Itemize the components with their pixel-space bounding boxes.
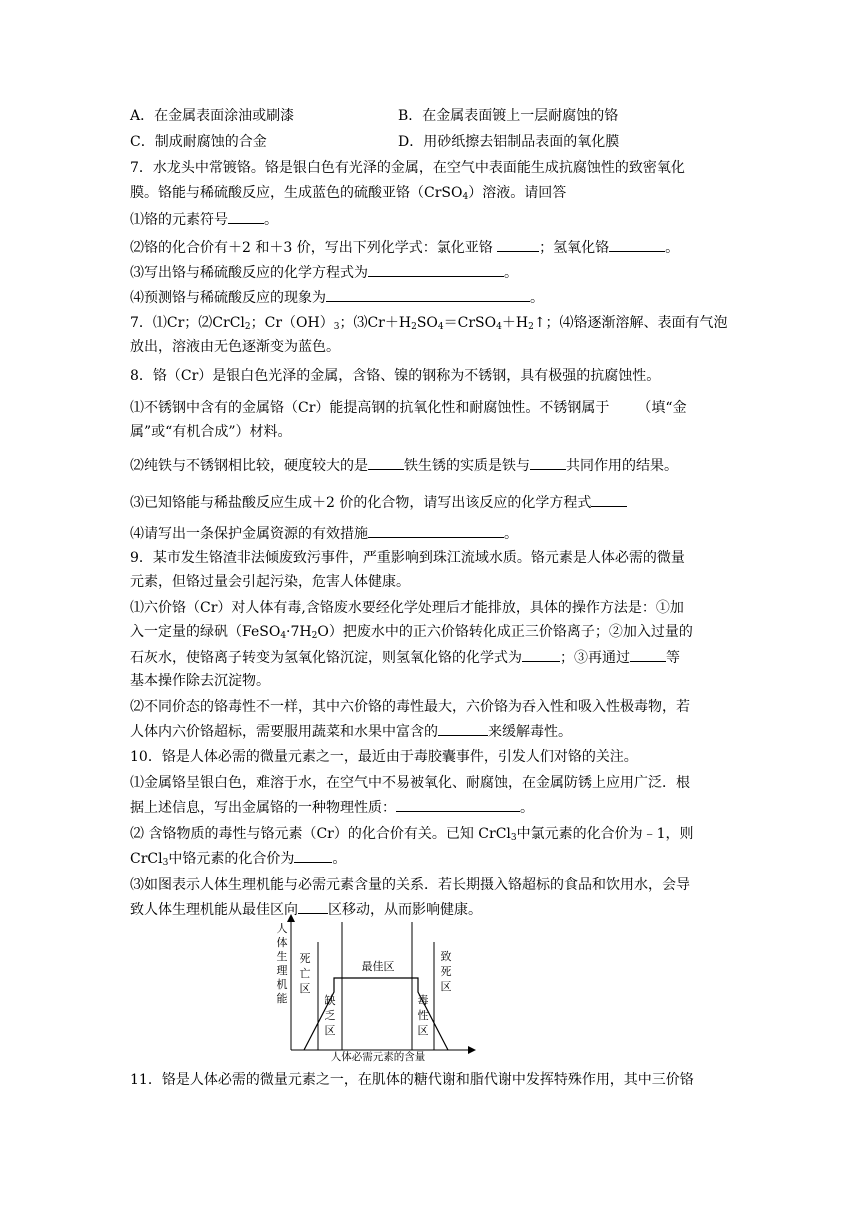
answer-blank [630,647,666,662]
answer-blank [228,209,264,224]
a7-line1: 7．⑴Cr；⑵CrCl$_2$；$Cr(OH)_3$；$⑶Cr+H_2SO_4=CrSO_4+H_2↑$；⑷铬逐渐溶解、表面有气泡 [130,315,728,332]
answer-blank [591,492,627,507]
answer-blank [438,721,488,736]
q9-part1-line2: 入一定量的绿矾$(FeSO_4\cdot 7H_2O)$把废水中的正六价铬转化成正三价铬离子；②加入过量的 [130,624,693,641]
q10-stem: 10．铬是人体必需的微量元素之一，最近由于毒胶囊事件，引发人们对铬的关注。 [130,749,638,765]
option-c: C．制成耐腐蚀的合金 [130,134,267,150]
x-axis-label: 人体必需元素的含量 [330,1051,426,1062]
q10-part2-line1: ⑵ 含铬物质的毒性与铬元素（Cr）的化合价有关。已知 CrCl$_3$中氯元素的化合价为﹣1，则 [130,826,694,843]
answer-blank [530,455,566,470]
q8-part4: ⑷请写出一条保护金属资源的有效措施 。 [130,523,740,544]
q9-part2-line2: 人体内六价铬超标，需要服用蔬菜和水果中富含的 来缓解毒性。 [130,721,740,742]
answer-blank [522,647,560,662]
answer-blank [497,237,539,252]
zone-label-best: 最佳区 [361,960,395,973]
zone-label-death-left: 死亡区 [299,952,311,995]
q7-stem-line2: 膜。铬能与稀硫酸反应，生成蓝色的硫酸亚铬（CrSO$_4$）溶液。请回答 [130,185,567,202]
q7-part1: ⑴铬的元素符号 。 [130,209,740,230]
q9-stem-line2: 元素，但铬过量会引起污染，危害人体健康。 [130,574,410,590]
q10-part1-line1: ⑴金属铬呈银白色，难溶于水，在空气中不易被氧化、耐腐蚀，在金属防锈上应用广泛．根 [130,775,690,791]
q7-part4: ⑷预测铬与稀硫酸反应的现象为 。 [130,287,740,308]
q8-part1-line2: 属”或“有机合成”）材料。 [130,424,292,440]
zone-label-death-right: 致死区 [440,950,452,993]
answer-blank [294,848,332,863]
zone-label-deficient: 缺乏区 [324,994,336,1037]
zone-label-toxic: 毒性区 [417,994,429,1037]
q8-part3: ⑶已知铬能与稀盐酸反应生成＋2 价的化合物，请写出该反应的化学方程式 [130,492,740,513]
q10-part1-line2: 据上述信息，写出金属铬的一种物理性质： 。 [130,797,740,818]
answer-blank [396,797,520,812]
q9-part1-line4: 基本操作除去沉淀物。 [130,673,270,689]
answer-blank [368,523,504,538]
q9-part1-line1: ⑴六价铬（Cr）对人体有毒,含铬废水要经化学处理后才能排放，具体的操作方法是：①加 [130,600,684,616]
q11-stem: 11．铬是人体必需的微量元素之一，在肌体的糖代谢和脂代谢中发挥特殊作用，其中三价铬 [130,1072,694,1088]
option-b: B．在金属表面镀上一层耐腐蚀的铬 [398,108,619,124]
answer-blank [368,262,504,277]
q7-part3: ⑶写出铬与稀硫酸反应的化学方程式为 。 [130,262,740,283]
q9-part2-line1: ⑵不同价态的铬毒性不一样，其中六价铬的毒性最大，六价铬为吞入性和吸入性极毒物，若 [130,699,690,715]
answer-blank [326,287,530,302]
a7-line2: 放出，溶液由无色逐渐变为蓝色。 [130,339,340,355]
q8-part1-line1: ⑴不锈钢中含有的金属铬（Cr）能提高钢的抗氧化性和耐腐蚀性。不锈钢属于 （填“金 [130,400,687,416]
q10-part2-line2: CrCl$_3$中铬元素的化合价为 。 [130,848,740,869]
q8-part2: ⑵纯铁与不锈钢相比较，硬度较大的是 铁生锈的实质是铁与 共同作用的结果。 [130,455,740,476]
q10-part3-line1: ⑶如图表示人体生理机能与必需元素含量的关系．若长期摄入铬超标的食品和饮用水，会导 [130,877,690,893]
q10-part3-line2: 致人体生理机能从最佳区向 区移动，从而影响健康。 [130,899,740,920]
q7-stem-line1: 7．水龙头中常镀铬。铬是银白色有光泽的金属，在空气中表面能生成抗腐蚀性的致密氧化 [130,160,685,176]
q9-stem-line1: 9．某市发生铬渣非法倾废致污事件，严重影响到珠江流域水质。铬元素是人体必需的微量 [130,550,685,566]
y-axis-label: 人体生理机能 [276,922,288,1005]
option-d: D．用砂纸擦去铝制品表面的氧化膜 [398,134,620,150]
physiology-element-diagram [272,912,482,1062]
q8-stem: 8．铬（Cr）是银白色光泽的金属，含铬、镍的钢称为不锈钢，具有极强的抗腐蚀性。 [130,368,661,384]
answer-blank [368,455,404,470]
answer-blank [609,237,665,252]
option-a: A．在金属表面涂油或刷漆 [130,108,295,124]
q7-part2: ⑵铬的化合价有＋2 和＋3 价，写出下列化学式：氯化亚铬 ；氢氧化铬 。 [130,237,740,258]
q9-part1-line3: 石灰水，使铬离子转变为氢氧化铬沉淀，则氢氧化铬的化学式为 ；③再通过 等 [130,647,740,668]
